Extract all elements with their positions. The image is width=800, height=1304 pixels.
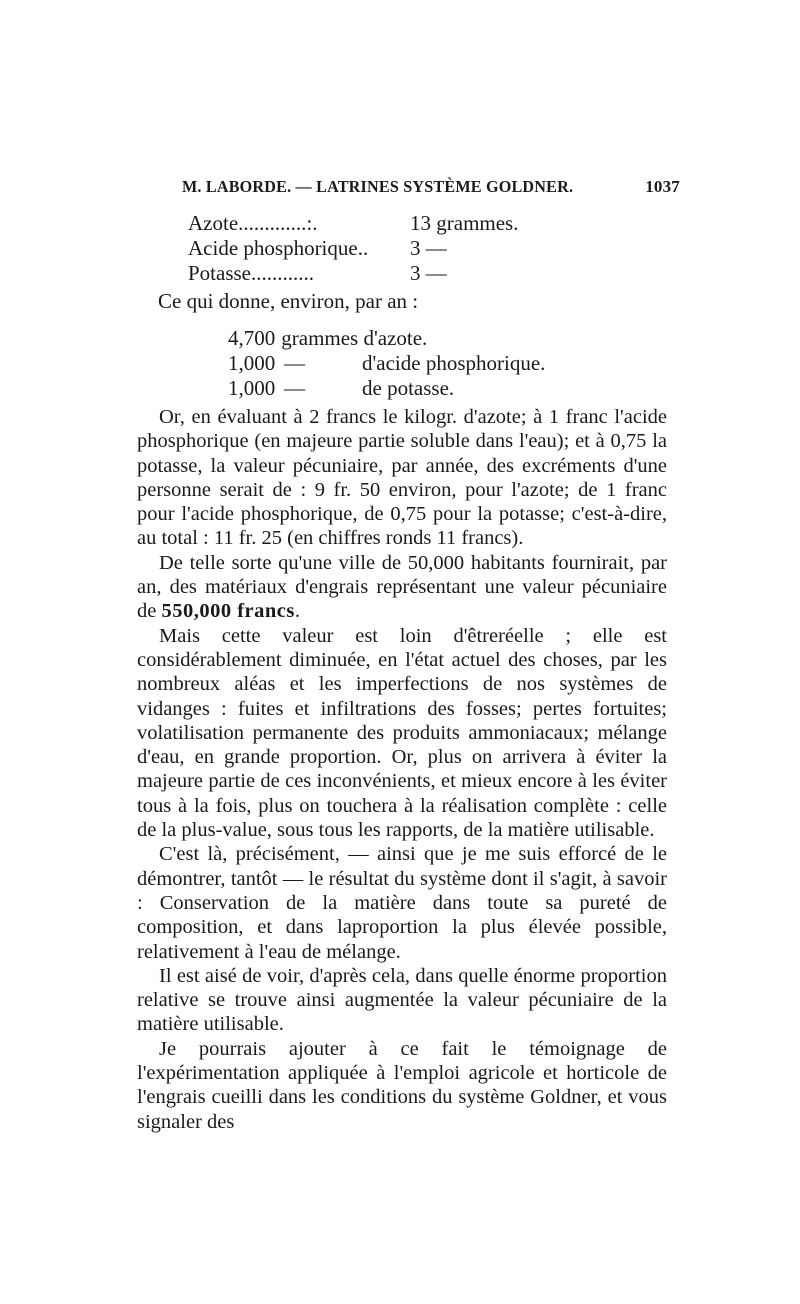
paragraph: Il est aisé de voir, d'après cela, dans quelle énorme proportion relative se trouve ainsi augmentée la valeur pécuniaire de la matière utilisable. [137,964,667,1036]
annual-row [228,326,427,351]
composition-name: Azote.............:. [188,211,318,235]
composition-row [188,211,519,236]
annual-row [228,351,546,376]
annual-quantity: 4,700 [228,326,276,350]
composition-value: 13 grammes. [410,211,519,235]
annual-unit: grammes d'azote. [281,326,428,350]
composition-value: 3 — [410,236,447,260]
annual-row [228,376,455,401]
annual-substance: de potasse. [362,376,455,400]
composition-name: Potasse............ [188,261,314,285]
paragraph: C'est là, précisément, — ainsi que je me suis efforcé de le démontrer, tantôt — le résultat du système dont il s'agit, à savoir : Conservation de la matière dans toute sa pureté de composition, et dans laproportion la plus élevée possible, relativement à l'eau de mélange. [137,843,667,963]
paragraph: Or, en évaluant à 2 francs le kilogr. d'azote; à 1 franc l'acide phosphorique (en majeure partie soluble dans l'eau); et à 0,75 la potasse, la valeur pécuniaire, par année, des excréments d'une personne serait de : 9 fr. 50 environ, pour l'azote; de 1 franc pour l'acide phosphorique, de 0,75 pour la potasse; c'est-à-dire, au total : 11 fr. 25 (en chiffres ronds 11 francs). [137,406,667,550]
annual-unit: — [284,376,305,400]
annual-quantity: 1,000 [228,376,276,400]
body-text [137,405,667,1134]
annual-list [228,326,546,401]
paragraph: Je pourrais ajouter à ce fait le témoignage de l'expérimentation appliquée à l'emploi agricole et horticole de l'engrais cueilli dans les conditions du système Goldner, et vous signaler des [137,1037,667,1133]
paragraph: Mais cette valeur est loin d'êtreréelle ; elle est considérablement diminuée, en l'état actuel des choses, par les nombreux aléas et les imperfections de nos systèmes de vidanges : fuites et infiltrations des fosses; pertes fortuites; volatilisation permanente des produits ammoniacaux; mélange d'eau, en grande proportion. Or, plus on arrivera à éviter la majeure partie de ces inconvénients, et mieux encore à les éviter tous à la fois, plus on touchera à la réalisation complète : celle de la plus-value, sous tous les rapports, de la matière utilisable. [137,624,667,842]
composition-list [188,211,519,286]
paragraph-text: . [294,600,301,623]
paragraph-text: De telle sorte qu'une ville de 50,000 habitants fournirait, par an, des matériaux d'engrais représentant une valeur pécuniaire de [137,551,667,623]
running-header [182,177,680,197]
composition-row [188,236,447,261]
emphasized-amount: 550,000 francs [161,600,295,623]
annual-unit: — [284,351,305,375]
composition-value: 3 — [410,261,447,285]
paragraph [137,551,667,624]
annual-quantity: 1,000 [228,351,276,375]
annual-substance: d'acide phosphorique. [362,351,546,375]
intro-line: Ce qui donne, environ, par an : [158,289,419,313]
running-header-title: M. LABORDE. — LATRINES SYSTÈME GOLDNER. [182,177,574,196]
composition-row [188,261,447,286]
page-number: 1037 [645,177,680,196]
composition-name: Acide phosphorique.. [188,236,369,260]
